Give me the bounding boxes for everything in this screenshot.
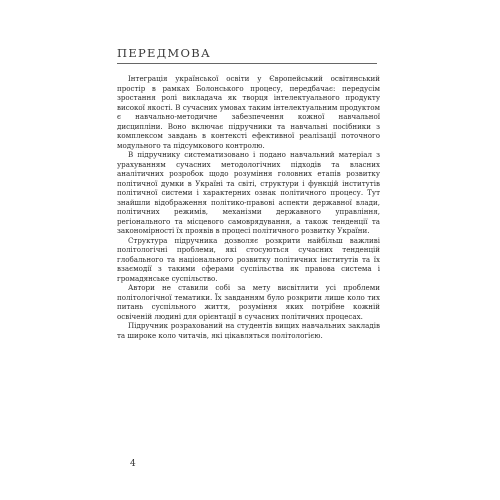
heading-underline: [117, 63, 377, 64]
page-number: 4: [130, 459, 136, 469]
paragraph: Інтеграція української освіти у Європейський освітянський простір в рамках Болонського процесу, передбачає: передусім зростання ролі викладача як творця інтелектуального продукту високої якості. В сучасних умовах таким інтелектуальним продуктом є навчально-методичне забезпечення кожної навчальної дисципліни. Воно включає підручники та навчальні посібники з комплексом завдань в контексті ефективної реалізації поточного модульного та підсумкового контролю.: [117, 74, 380, 150]
paragraph: Автори не ставили собі за мету висвітлити усі проблеми політологічної тематики. Їх завданням було розкрити лише коло тих питань суспільного життя, розуміння яких потрібне кожній освіченій людині для орієнтації в сучасних політичних процесах.: [117, 283, 380, 321]
body-text: [117, 74, 380, 340]
paragraph: Структура підручника дозволяє розкрити найбільш важливі політологічні проблеми, які стосуються сучасних тенденцій глобального та національного розвитку політичних інститутів та їх взаємодії з такими сферами суспільства як правова система і громадянське суспільство.: [117, 235, 380, 283]
paragraph: В підручнику систематизовано і подано навчальний матеріал з урахуванням сучасних методологічних підходів та власних аналітичних розробок щодо розуміння головних етапів розвитку політичної думки в Україні та світі, структури і функцій інститутів політичної системи і характерних ознак політичного процесу. Тут знайшли відображення політико-правові аспекти державної влади, політичних режимів, механізми державного управління, регіонального та місцевого самоврядування, а також тенденції та закономірності їх проявів в процесі політичного розвитку України.: [117, 150, 380, 235]
paragraph: Підручник розрахований на студентів вищих навчальних закладів та широке коло читачів, які цікавляться політологією.: [117, 321, 380, 340]
page-heading: ПЕРЕДМОВА: [117, 46, 211, 60]
